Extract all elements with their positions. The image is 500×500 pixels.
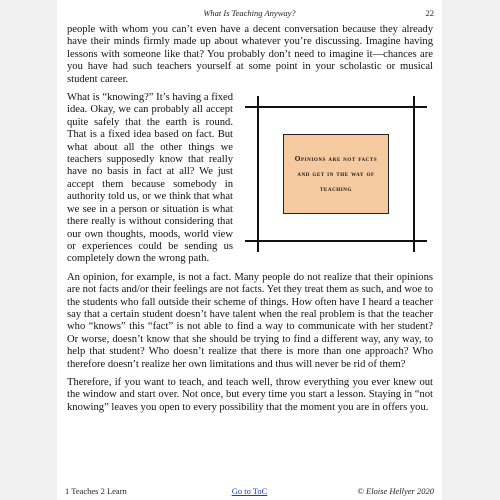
callout-frame-line-bottom: [245, 240, 427, 242]
callout-frame-line-left: [257, 96, 259, 252]
callout-box: [283, 134, 389, 214]
footer-copyright: © Eloise Hellyer 2020: [357, 486, 434, 496]
pull-quote-callout: [245, 96, 427, 252]
page-number: 22: [425, 8, 434, 18]
paragraph-4-text: Therefore, if you want to teach, and teach well, throw everything you ever knew out the window and start over. Not once, but every time you start a lesson. Staying in “not knowing” leaves you open to every possibility that the moment you are in offers you.: [67, 376, 433, 413]
footer-site-name: 1 Teaches 2 Learn: [65, 486, 127, 496]
page-body: [67, 24, 433, 420]
callout-text: Opinions are not facts and get in the way of teaching: [294, 154, 378, 193]
paragraph-2-text: What is “knowing?” It’s having a fixed idea. Okay, we can probably all accept quite safely that the earth is round. That is a fixed idea based on fact. But what about all the other things we teachers supposedly know that really have no basis in fact at all? We just accept them because somebody in authority told us, or we think that what we see in a person or situation is what there really is without considering that our own thoughts, moods, world view or experiences could be sending us completely down the wrong path.: [67, 92, 233, 265]
paragraph-4: [67, 377, 433, 414]
paragraph-1-text: people with whom you can’t even have a decent conversation because they already have their minds firmly made up about whatever you’re discussing. Imagine having lessons with someone like that? You probably don’t need to imagine it—chances are you have had such teachers yourself at some point in your scholastic or musical student career.: [67, 24, 433, 85]
go-to-toc-link[interactable]: Go to ToC: [231, 486, 268, 496]
callout-frame-line-right: [413, 96, 415, 252]
callout-frame-line-top: [245, 106, 427, 108]
page-footer: [57, 486, 442, 498]
paragraph-1: [67, 24, 433, 86]
running-title: What Is Teaching Anyway?: [203, 8, 296, 18]
callout-area: [237, 92, 433, 261]
page-header: [57, 8, 442, 22]
paragraph-3-text: An opinion, for example, is not a fact. Many people do not realize that their opinions are not facts and/or their feelings are not facts. Yet they treat them as such, and woe to the students who fall outside their scheme of things. How often have I heard a teacher say that a certain student doesn’t have talent when the real problem is that the teacher who “knows” this “fact” is not able to find a way to communicate with her student? Or worse, doesn’t know that she should be trying to find a different way, any way, to help that student? Who doesn’t realize that there is more than one approach? Who therefore doesn’t realize her own limitations and thus will never be rid of them?: [67, 271, 433, 370]
document-page: [57, 0, 442, 500]
paragraph-3: [67, 272, 433, 371]
